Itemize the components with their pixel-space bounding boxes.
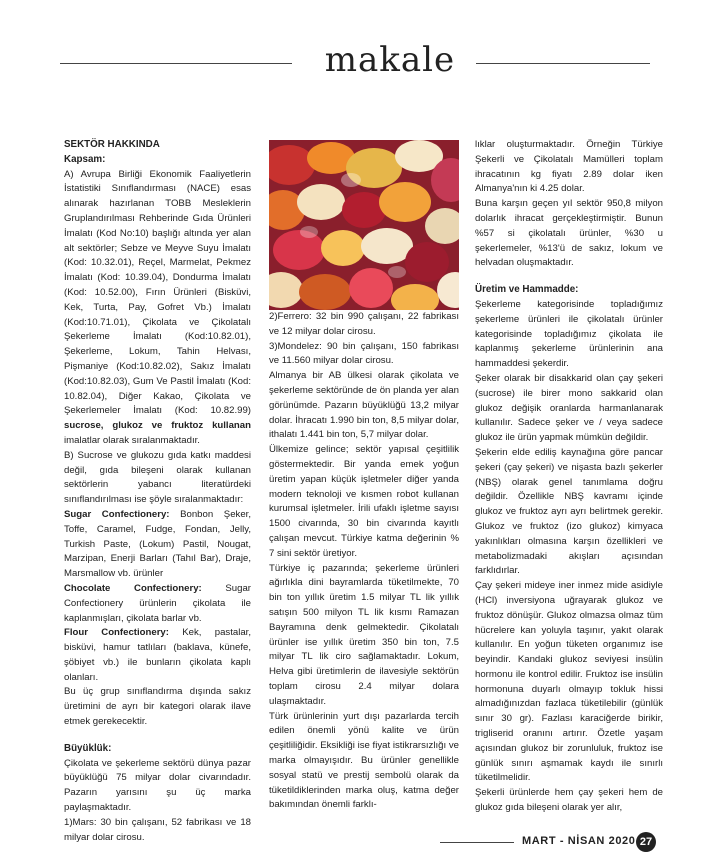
page-number-badge: 27 xyxy=(636,832,656,852)
header-rule-right xyxy=(476,63,650,64)
article-heading: SEKTÖR HAKKINDA xyxy=(64,139,160,150)
paragraph-scope-b: B) Sucrose ve glukozu gıda katkı maddesi değil, gıda bileşeni olarak kullanan sektörlerin yabancı literatürdeki sınıflandırılması ise şöyle sıralanmaktadır: xyxy=(64,449,251,506)
candy-photo xyxy=(269,140,459,310)
section-header xyxy=(60,40,650,86)
column-3 xyxy=(475,138,663,816)
scope-heading: Kapsam: xyxy=(64,153,106,165)
production-heading: Üretim ve Hammadde: xyxy=(475,284,579,296)
paragraph-continued: lıklar oluşturmaktadır. Örneğin Türkiye Şekerli ve Çikolatalı Mamülleri toplam ihracatının kg fiyatı 2.89 dolar iken Almanya'nın ki 4.25 dolar. xyxy=(475,139,663,195)
paragraph-chocolate-confectionery xyxy=(64,582,251,626)
page-footer xyxy=(440,832,655,854)
scope-a-bold: sucrose, glukoz ve fruktoz kullanan xyxy=(64,420,251,432)
paragraph-size: Çikolata ve şekerleme sektörü dünya pazar büyüklüğü 75 milyar dolar civarındadır. Pazarın yarısını şu üç marka paylaşmaktadır. xyxy=(64,757,251,814)
header-rule-left xyxy=(60,63,292,64)
paragraph-digestion: Çay şekeri mideye iner inmez mide asidiyle (HCl) inversiyona uğrayarak glukoz ve fruktoz dönüşür. Glukoz olmazsa olmaz tüm hücrelere kan yoluyla taşınır, yakıt olarak kullanılır. En yoğun tüketen organımız ise beyindir. Kandaki glukoz seviyesi insülin hormonu ile kontrol edilir. Fruktoz ise insülin hormonuna duyarlı olmayıp tokluk hissi almadığınızdan fazlaca tüketilebilir (günlük sınır 30 gr). Fazlası karaciğerde birikir, trigliserid oranını artırır. Özetle yaşam açısından glukoz bir zorunluluk, fruktoz ise günlük sınırı aşmamak kaydı ile sınırlı tüketilmelidir. xyxy=(475,580,663,784)
paragraph-mars: 1)Mars: 30 bin çalışanı, 52 fabrikası ve 18 milyar dolar cirosu. xyxy=(64,816,251,843)
paragraph-sugar-confectionery xyxy=(64,508,251,582)
paragraph-turkey: Ülkemize gelince; sektör yapısal çeşitlilik göstermektedir. Bir yanda emek yoğun üretim yapan küçük işletmeler diğer yanda modern teknoloji ve kısmen robot kullanan kurumsal işletmeler. İrili ufaklı işletme sayısı 1500 civarında, 30 bin civarında kayıtlı çalışan mevcut. Türkiye katma değerinin % 7 sini sektör üretiyor. xyxy=(269,444,459,559)
size-heading: Büyüklük: xyxy=(64,742,112,754)
paragraph-domestic: Türkiye iç pazarında; şekerleme ürünleri ağırlıkla dini bayramlarda tüketilmekte, 70 bin ton yıllık üretim 1.5 milyar TL lik yıllık satışın 500 milyon TL lik kısmı Ramazan Bayramına denk gelmektedir. Çikolatalı ürünler ise yıllık üretim 350 bin ton, 7.5 milyar TL lik ciro sağlamaktadır. Lokum, Helva gibi üretimlerin de ilavesiyle sektörün toplam cirosu 2.4 milyar dolara ulaşmaktadır. xyxy=(269,562,459,707)
paragraph-germany: Almanya bir AB ülkesi olarak çikolata ve şekerleme sektöründe de ön planda yer alan görünümde. Pazarın büyüklüğü 13,2 milyar dolar. İhracatı 1.990 bin ton, 8,5 milyar dolar, ithalatı 1.441 bin ton, 5,7 milyar dolar. xyxy=(269,370,459,441)
footer-rule xyxy=(440,842,514,843)
paragraph-mondelez: 3)Mondelez: 90 bin çalışanı, 150 fabrikası ve 11.560 milyar dolar cirosu. xyxy=(269,340,459,367)
issue-date: MART - NİSAN 2020 xyxy=(522,835,636,847)
paragraph-sugar: Şeker olarak bir disakkarid olan çay şekeri (sucrose) ile birer mono sakkarid olan glukoz değişik oranlarda harmanlanarak kullanılır. Sadece şeker ve / veya sadece glukoz ile ürün yapmak mümkün değildir. xyxy=(475,372,663,444)
section-title: makale xyxy=(324,40,456,80)
sugar-text: Bonbon Şeker, Toffe, Caramel, Fudge, Fondan, Jelly, Turkish Paste, (Lokum) Pastil, Nougat, Marzipan, Enerji Barları (Tahıl Bar), Draje, Marsmallow vb. ürünler xyxy=(64,508,251,580)
flour-label: Flour Confectionery: xyxy=(64,627,169,639)
paragraph-quality: Türk ürünlerinin yurt dışı pazarlarda tercih edilen önemli yönü kalite ve ürün çeşitliliğidir. Eksikliği ise fiyat istikrarsızlığı ve marka olmayışıdır. Bu ürünler genellikle sosyal statü ve prestij sembolü olarak da tüketildiklerinden marka oluş, katma değer bakımından önemli farklı- xyxy=(269,710,459,811)
paragraph-ferrero: 2)Ferrero: 32 bin 990 çalışanı, 22 fabrikası ve 12 milyar dolar cirosu. xyxy=(269,311,459,337)
scope-a-text: A) Avrupa Birliği Ekonomik Faaliyetlerin İstatistiki Sınıflandırması (NACE) esas alınarak hazırlanan TOBB Mesleklerin Gruplandırılması Rehberinde Gıda Ürünleri İmalatı (Kod No:10) başlığı altında yer alan alt sektörler; Sebze ve Meyve Suyu İmalatı (Kod: 10.32.01), Reçel, Marmelat, Pekmez İmalatı (Kod: 10.39.04), Dondurma İmalatı (Kod: 10.52.00), Fırın Ürünleri (Bisküvi, Kek, Turta, Pay, Gofret Vb.) İmalatı (Kod:10.71.01), Çikolata ve Çikolatalı Şekerleme İmalatı (Kod:10.82.01), Şekerleme, Lokum, Tahin Helvası, Pişmaniye (Kod:10.82.02), Sakız İmalatı (Kod:10.82.03), Gum Ve Pastil İmalatı (Kod: 10.82.04), Diğer Kakao, Çikolata ve Şekerlemeler İmalatı (Kod: 10.82.99) xyxy=(64,168,251,417)
scope-a-tail: imalatlar olarak sıralanmaktadır. xyxy=(64,434,200,446)
paragraph-last: Şekerli ürünlerde hem çay şekeri hem de glukoz gıda bileşeni olarak yer alır, xyxy=(475,787,663,814)
column-2 xyxy=(269,310,459,813)
paragraph-nbs: Şekerin elde ediliş kaynağına göre pancar şekeri (çay şekeri) ve nişasta bazlı şekerler (NBŞ) olarak genel tanımlama doğru değildir. Özellikle NBŞ kavramı içinde glukoz ve fruktoz ayrı ayrı belirtmek gerekir. Glukoz ve fruktoz (izo glukoz) kimyaca yakınlıkları olmasına karşın özellikleri ve metabolizmadaki akışları açısından farklıdırlar. xyxy=(475,446,663,577)
chocolate-text: Sugar Confectionery ürünlerin çikolata ile kaplanmışları, çikolata barlar vb. xyxy=(64,582,251,624)
flour-text: Kek, pastalar, bisküvi, hamur tatlıları (baklava, künefe, şöbiyet vb.) ile bunların çikolata kaplı olanları. xyxy=(64,627,251,683)
sugar-label: Sugar Confectionery: xyxy=(64,508,170,520)
chocolate-label: Chocolate Confectionery: xyxy=(64,582,202,594)
candy-photo-graphic xyxy=(269,140,459,310)
paragraph-production: Şekerleme kategorisinde topladığımız şekerleme ürünleri ile çikolatalı ürünler kategorisinde topladığımız çikolata ile kaplanmış şekerleme ürünlerinin ana hammaddesi şekerdir. xyxy=(475,298,663,370)
paragraph-gum: Bu üç grup sınıflandırma dışında sakız üretimini de ayrı bir kategori olarak ilave etmek gerekecektir. xyxy=(64,686,251,728)
paragraph-export: Buna karşın geçen yıl sektör 950,8 milyon dolarlık ihracat gerçekleştirmiştir. Bunun %57 si çikolatalı ürünler, %30 u şekerlemeler, %13'ü de sakız, lokum ve helvadan oluşmaktadır. xyxy=(475,198,663,269)
paragraph-flour-confectionery xyxy=(64,626,251,685)
column-1 xyxy=(64,138,251,845)
paragraph-scope-a xyxy=(64,168,251,449)
